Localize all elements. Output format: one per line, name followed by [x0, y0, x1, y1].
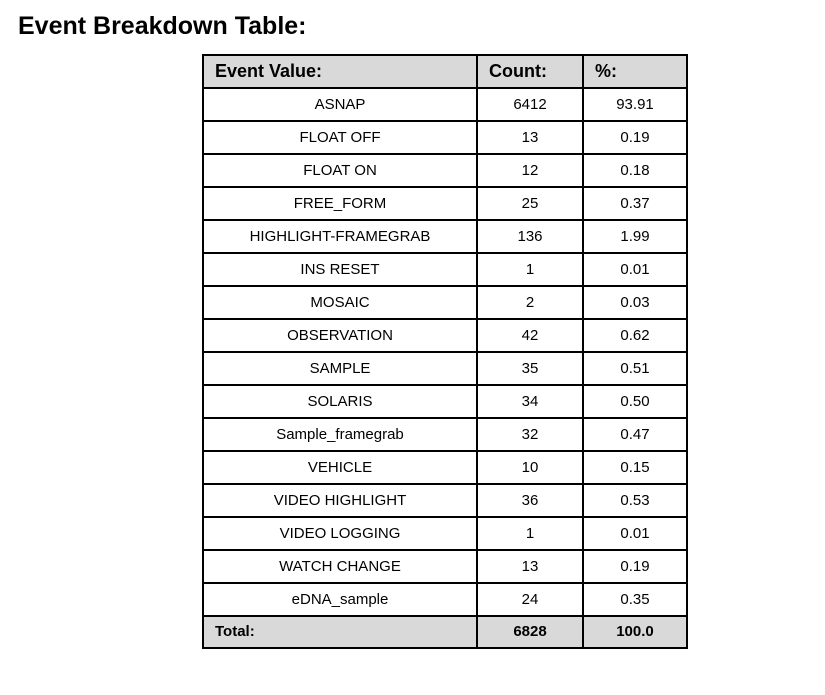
table-row — [203, 352, 687, 385]
event-value-cell: VIDEO LOGGING — [203, 517, 477, 550]
page-title: Event Breakdown Table: — [18, 12, 307, 40]
event-breakdown-table — [202, 54, 688, 649]
event-value-cell: SAMPLE — [203, 352, 477, 385]
count-cell: 32 — [477, 418, 583, 451]
event-value-cell: eDNA_sample — [203, 583, 477, 616]
count-cell: 13 — [477, 550, 583, 583]
percent-cell: 0.35 — [583, 583, 687, 616]
percent-cell: 0.01 — [583, 517, 687, 550]
table-row — [203, 484, 687, 517]
table-header-row — [203, 55, 687, 88]
percent-cell: 0.47 — [583, 418, 687, 451]
percent-cell: 0.18 — [583, 154, 687, 187]
count-cell: 13 — [477, 121, 583, 154]
percent-cell: 0.01 — [583, 253, 687, 286]
event-value-cell: SOLARIS — [203, 385, 477, 418]
count-cell: 34 — [477, 385, 583, 418]
event-value-cell: ASNAP — [203, 88, 477, 121]
table-row — [203, 319, 687, 352]
percent-cell: 0.19 — [583, 121, 687, 154]
count-cell: 25 — [477, 187, 583, 220]
total-label: Total: — [203, 616, 477, 648]
table-row — [203, 418, 687, 451]
count-cell: 35 — [477, 352, 583, 385]
count-cell: 36 — [477, 484, 583, 517]
percent-cell: 0.50 — [583, 385, 687, 418]
count-cell: 2 — [477, 286, 583, 319]
table-row — [203, 253, 687, 286]
table-row — [203, 517, 687, 550]
event-value-cell: FREE_FORM — [203, 187, 477, 220]
event-value-cell: OBSERVATION — [203, 319, 477, 352]
percent-cell: 0.62 — [583, 319, 687, 352]
column-header-percent: %: — [583, 55, 687, 88]
total-percent: 100.0 — [583, 616, 687, 648]
percent-cell: 0.37 — [583, 187, 687, 220]
count-cell: 42 — [477, 319, 583, 352]
table-row — [203, 187, 687, 220]
table-body — [203, 88, 687, 616]
count-cell: 10 — [477, 451, 583, 484]
count-cell: 1 — [477, 253, 583, 286]
event-value-cell: VIDEO HIGHLIGHT — [203, 484, 477, 517]
column-header-event-value: Event Value: — [203, 55, 477, 88]
count-cell: 1 — [477, 517, 583, 550]
percent-cell: 1.99 — [583, 220, 687, 253]
total-count: 6828 — [477, 616, 583, 648]
percent-cell: 0.51 — [583, 352, 687, 385]
table-row — [203, 220, 687, 253]
percent-cell: 0.03 — [583, 286, 687, 319]
table-row — [203, 385, 687, 418]
event-value-cell: FLOAT ON — [203, 154, 477, 187]
count-cell: 6412 — [477, 88, 583, 121]
table-row — [203, 121, 687, 154]
event-value-cell: MOSAIC — [203, 286, 477, 319]
percent-cell: 93.91 — [583, 88, 687, 121]
event-value-cell: INS RESET — [203, 253, 477, 286]
percent-cell: 0.19 — [583, 550, 687, 583]
percent-cell: 0.15 — [583, 451, 687, 484]
table-row — [203, 88, 687, 121]
table-row — [203, 286, 687, 319]
table-row — [203, 154, 687, 187]
table-total-row — [203, 616, 687, 648]
event-value-cell: VEHICLE — [203, 451, 477, 484]
count-cell: 12 — [477, 154, 583, 187]
table-row — [203, 550, 687, 583]
event-value-cell: WATCH CHANGE — [203, 550, 477, 583]
count-cell: 24 — [477, 583, 583, 616]
event-value-cell: HIGHLIGHT-FRAMEGRAB — [203, 220, 477, 253]
table-row — [203, 451, 687, 484]
count-cell: 136 — [477, 220, 583, 253]
percent-cell: 0.53 — [583, 484, 687, 517]
event-value-cell: Sample_framegrab — [203, 418, 477, 451]
event-value-cell: FLOAT OFF — [203, 121, 477, 154]
column-header-count: Count: — [477, 55, 583, 88]
table-row — [203, 583, 687, 616]
